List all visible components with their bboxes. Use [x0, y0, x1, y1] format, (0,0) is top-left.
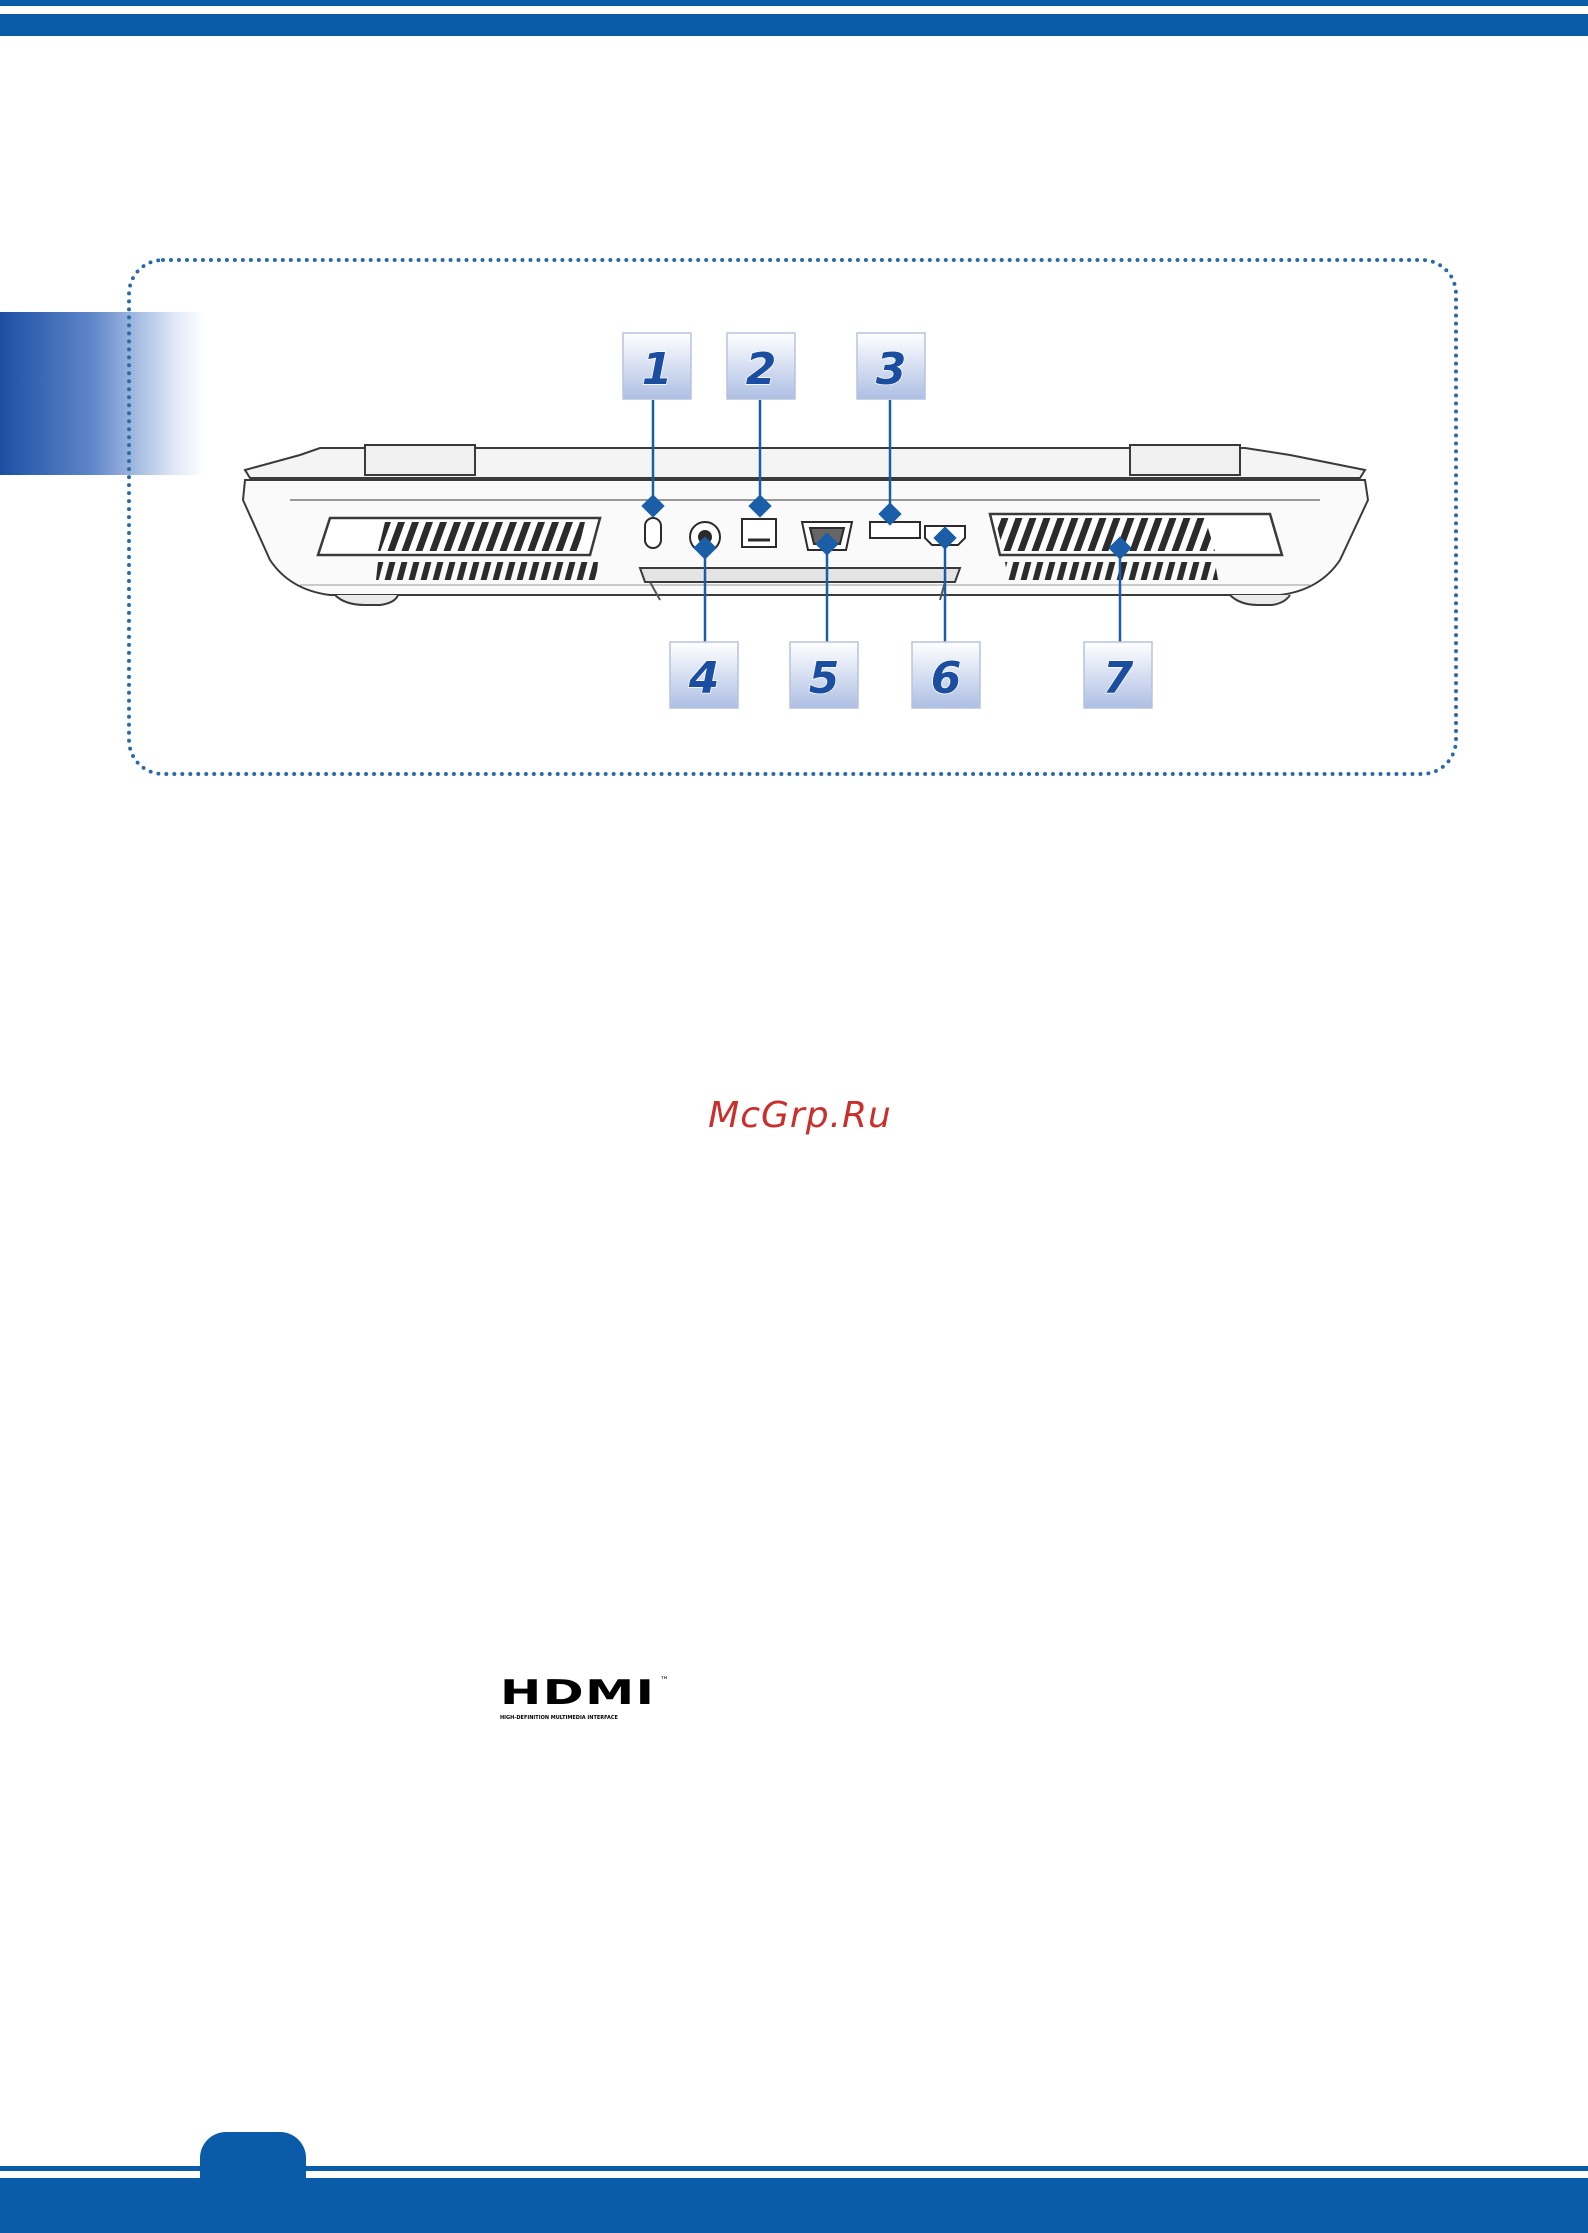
footer-rule-thin: [0, 2166, 1588, 2171]
watermark-text: McGrp.Ru: [708, 1095, 892, 1136]
callout-badge-3-label: 3: [875, 344, 907, 395]
callout-badge-7-label: 7: [1102, 653, 1134, 704]
laptop-rear-view-illustration: [0, 0, 1588, 800]
callout-badge-4-label: 4: [688, 653, 720, 704]
hdmi-logo-trademark: ™: [660, 1676, 669, 1686]
callout-badge-7: [1084, 642, 1152, 708]
callout-badge-2-label: 2: [745, 344, 777, 395]
hdmi-logo-subtitle: HIGH-DEFINITION MULTIMEDIA INTERFACE: [500, 1715, 618, 1721]
callout-badge-1-label: 1: [641, 344, 673, 395]
footer-rule-thick: [0, 2178, 1588, 2233]
callout-badge-1: [623, 333, 691, 399]
callout-badge-5: [790, 642, 858, 708]
kensington-lock-port: [645, 518, 661, 548]
callout-badge-2: [727, 333, 795, 399]
hdmi-logo: [500, 1673, 680, 1724]
callout-badge-5-label: 5: [808, 653, 840, 704]
hdmi-logo-word: HDMI: [500, 1673, 656, 1713]
esata-port: [870, 522, 920, 538]
callout-badge-3: [857, 333, 925, 399]
callout-badge-4: [670, 642, 738, 708]
callout-badge-6-label: 6: [930, 653, 962, 704]
rj45-port: [742, 519, 776, 547]
callout-badge-6: [912, 642, 980, 708]
